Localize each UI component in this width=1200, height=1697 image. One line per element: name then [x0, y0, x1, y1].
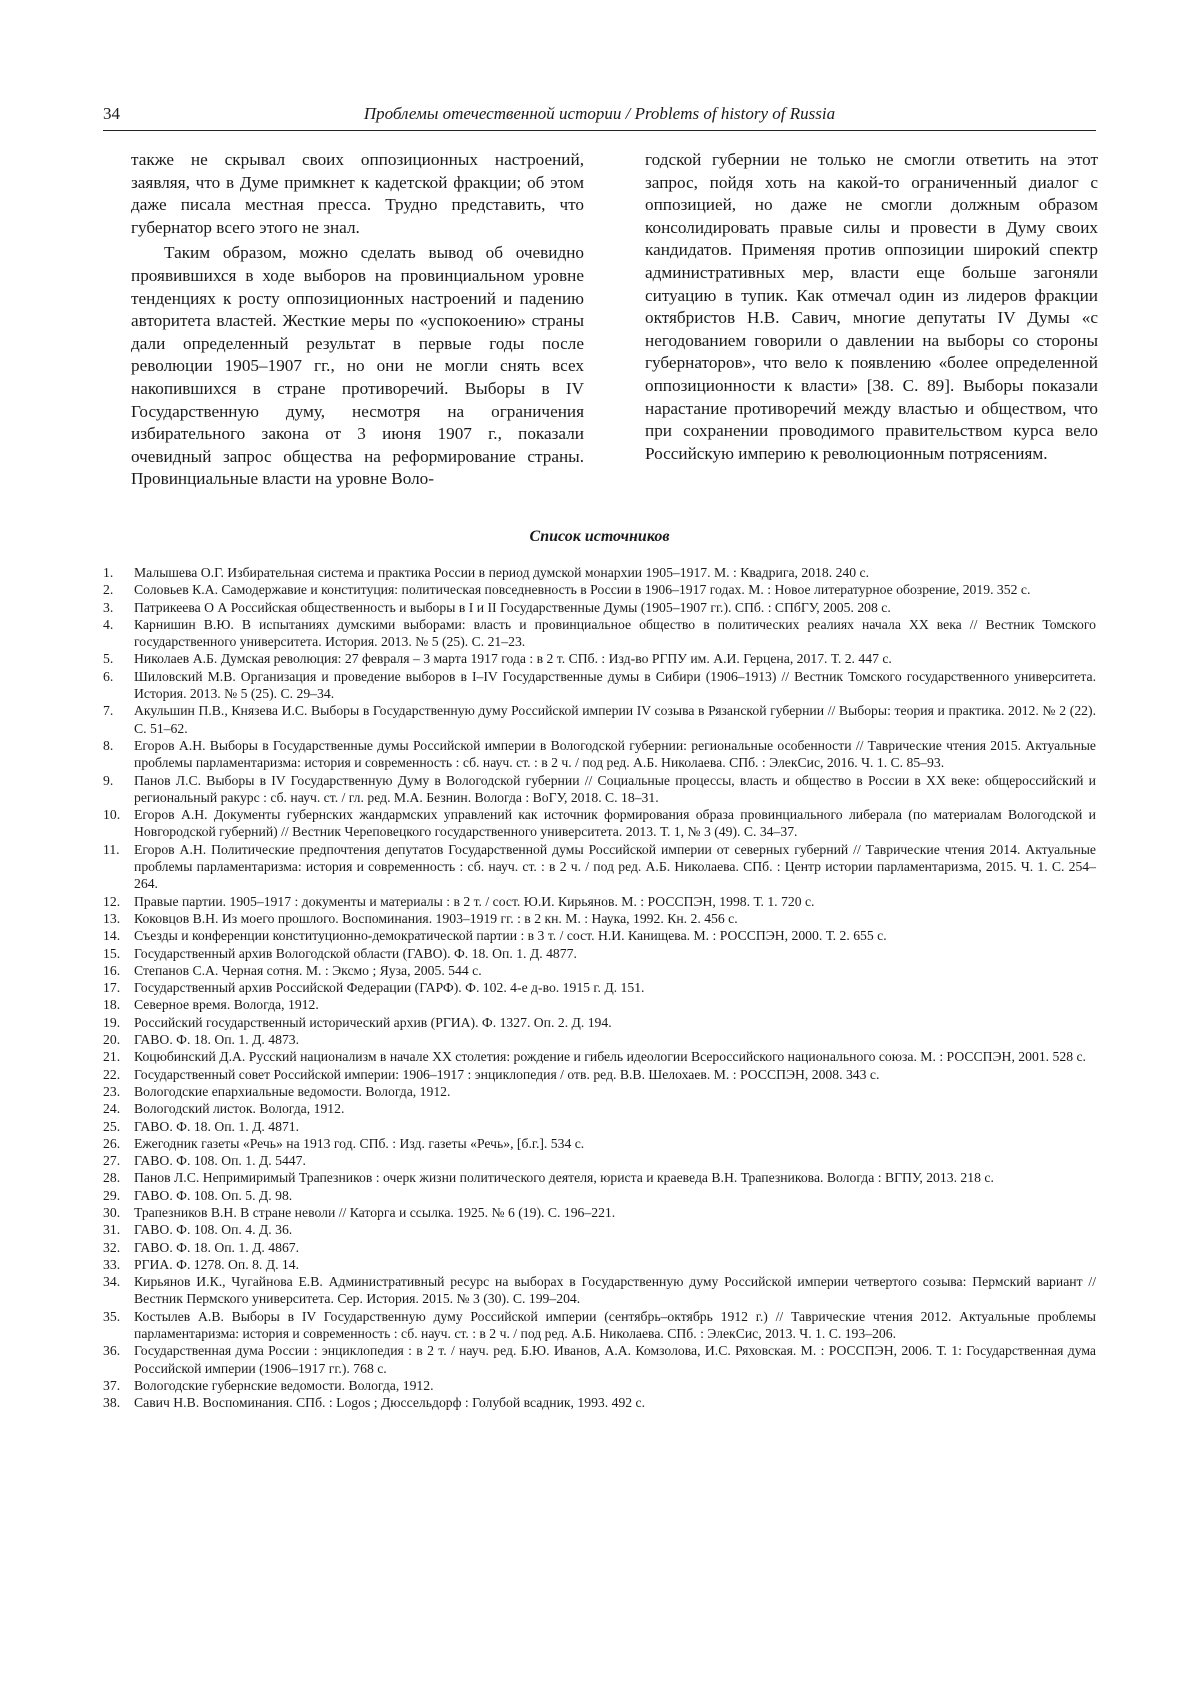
reference-number: 18.	[103, 997, 121, 1013]
reference-text: Савич Н.В. Воспоминания. СПб. : Logos ; Дюссельдорф : Голубой всадник, 1993. 492 с.	[134, 1395, 646, 1411]
reference-number: 21.	[103, 1049, 121, 1065]
reference-text: Степанов С.А. Черная сотня. М. : Эксмо ; Яуза, 2005. 544 с.	[134, 962, 482, 978]
reference-text: Вологодский листок. Вологда, 1912.	[134, 1101, 345, 1117]
reference-number: 31.	[103, 1222, 121, 1238]
reference-text: Российский государственный исторический архив (РГИА). Ф. 1327. Оп. 2. Д. 194.	[134, 1014, 612, 1030]
reference-number: 23.	[103, 1083, 121, 1099]
reference-text: Малышева О.Г. Избирательная система и практика России в период думской монархии 1905–1917. М. : Квадрига, 2018. 240 с.	[134, 565, 870, 580]
reference-text: Съезды и конференции конституционно-демократической партии : в 3 т. / сост. Н.И. Канищева. М. : РОССПЭН, 2000. Т. 2. 655 с.	[134, 928, 887, 944]
reference-text: Вологодские губернские ведомости. Вологда, 1912.	[134, 1377, 434, 1393]
reference-item	[103, 1256, 1096, 1273]
reference-text: Ежегодник газеты «Речь» на 1913 год. СПб. : Изд. газеты «Речь», [б.г.]. 534 с.	[134, 1135, 585, 1151]
reference-number: 6.	[103, 668, 114, 684]
reference-item	[103, 650, 1096, 667]
reference-number: 15.	[103, 945, 121, 961]
reference-text: Карнишин В.Ю. В испытаниях думскими выборами: власть и провинциальное общество в политических реалиях начала XX века // Вестник Томского государственного университета. История. 2013. № 5 (25). С. 21–23.	[134, 616, 1096, 650]
reference-text: Егоров А.Н. Документы губернских жандармских управлений как источник формирования образа провинциального либерала (по материалам Вологодской и Новгородской губерний) // Вестник Череповецкого государственного университета. 2013. Т. 1, № 3 (49). С. 34–37.	[134, 807, 1096, 840]
reference-item	[103, 962, 1096, 979]
reference-text: ГАВО. Ф. 108. Оп. 1. Д. 5447.	[134, 1153, 306, 1169]
reference-item	[103, 737, 1096, 772]
reference-text: Патрикеева О А Российская общественность и выборы в I и II Государственные Думы (1905–1907 гг.). СПб. : СПбГУ, 2005. 208 с.	[134, 599, 891, 615]
reference-text: Костылев А.В. Выборы в IV Государственную думу Российской империи (сентябрь–октябрь 1912 г.) // Таврические чтения 2012. Актуальные проблемы парламентаризма: история и современность : сб. науч. ст. : в 2 ч. / под ред. А.Б. Николаева. СПб. : ЭлекСис, 2013. Ч. 1. С. 193–206.	[134, 1308, 1096, 1342]
reference-text: Коковцов В.Н. Из моего прошлого. Воспоминания. 1903–1919 гг. : в 2 кн. М. : Наука, 1992. Кн. 2. 456 с.	[134, 910, 738, 926]
reference-number: 16.	[103, 962, 121, 978]
reference-number: 27.	[103, 1153, 121, 1169]
reference-text: Николаев А.Б. Думская революция: 27 февраля – 3 марта 1917 года : в 2 т. СПб. : Изд-во РГПУ им. А.И. Герцена, 2017. Т. 2. 447 с.	[134, 651, 892, 667]
reference-item	[103, 1239, 1096, 1256]
reference-item	[103, 1308, 1096, 1343]
reference-number: 7.	[103, 703, 114, 719]
reference-item	[103, 702, 1096, 737]
reference-item	[103, 945, 1096, 962]
journal-title: Проблемы отечественной истории / Problems of history of Russia	[363, 104, 836, 123]
reference-item	[103, 806, 1096, 841]
reference-number: 13.	[103, 910, 121, 926]
reference-item	[103, 1118, 1096, 1135]
reference-item	[103, 1187, 1096, 1204]
reference-item	[103, 581, 1096, 598]
reference-text: Вологодские епархиальные ведомости. Вологда, 1912.	[134, 1083, 451, 1099]
reference-item	[103, 841, 1096, 893]
reference-item	[103, 996, 1096, 1013]
page-number: 34	[103, 104, 120, 123]
reference-item	[103, 893, 1096, 910]
reference-item	[103, 1394, 1096, 1411]
reference-item	[103, 1342, 1096, 1377]
reference-text: Государственная дума России : энциклопедия : в 2 т. / науч. ред. Б.Ю. Иванов, А.А. Комзолова, И.С. Ряховская. М. : РОССПЭН, 2006. Т. 1: Государственная дума Российской империи (1906–1917 гг.). 768 с.	[134, 1343, 1096, 1376]
reference-number: 11.	[103, 841, 120, 857]
paragraph: также не скрывал своих оппозиционных настроений, заявляя, что в Думе примкнет к кадетской фракции; об этом даже писала местная пресса. Трудно представить, что губернатор всего этого не знал.	[131, 150, 584, 237]
reference-item	[103, 1152, 1096, 1169]
reference-text: Северное время. Вологда, 1912.	[134, 997, 319, 1013]
reference-number: 38.	[103, 1395, 121, 1411]
reference-text: Коцюбинский Д.А. Русский национализм в начале XX столетия: рождение и гибель идеологии Всероссийского национального союза. М. : РОССПЭН, 2001. 528 с.	[134, 1049, 1086, 1065]
reference-item	[103, 927, 1096, 944]
reference-text: Государственный архив Вологодской области (ГАВО). Ф. 18. Оп. 1. Д. 4877.	[134, 945, 577, 961]
reference-item	[103, 1066, 1096, 1083]
reference-number: 1.	[103, 565, 114, 580]
reference-number: 17.	[103, 980, 121, 996]
left-column	[131, 149, 584, 491]
reference-item	[103, 1204, 1096, 1221]
reference-text: Трапезников В.Н. В стране неволи // Каторга и ссылка. 1925. № 6 (19). С. 196–221.	[134, 1204, 616, 1220]
reference-text: Шиловский М.В. Организация и проведение выборов в I–IV Государственные думы в Сибири (1906–1913) // Вестник Томского государственного университета. История. 2013. № 5 (25). С. 29–34.	[134, 668, 1096, 702]
reference-number: 9.	[103, 772, 114, 788]
reference-text: ГАВО. Ф. 18. Оп. 1. Д. 4873.	[134, 1032, 300, 1048]
reference-number: 2.	[103, 582, 114, 598]
reference-text: Государственный совет Российской империи: 1906–1917 : энциклопедия / отв. ред. В.В. Шелохаев. М. : РОССПЭН, 2008. 343 с.	[134, 1066, 880, 1082]
reference-number: 25.	[103, 1118, 121, 1134]
reference-text: Соловьев К.А. Самодержавие и конституция: политическая повседневность в России в 1906–1917 годах. М. : Новое литературное обозрение, 2019. 352 с.	[134, 582, 1031, 598]
reference-item	[103, 1169, 1096, 1186]
reference-item	[103, 599, 1096, 616]
reference-number: 37.	[103, 1377, 121, 1393]
reference-item	[103, 564, 1096, 581]
reference-text: ГАВО. Ф. 108. Оп. 4. Д. 36.	[134, 1222, 293, 1238]
reference-number: 8.	[103, 737, 114, 753]
reference-text: ГАВО. Ф. 18. Оп. 1. Д. 4871.	[134, 1118, 300, 1134]
reference-number: 12.	[103, 893, 121, 909]
reference-number: 5.	[103, 651, 114, 667]
reference-number: 20.	[103, 1032, 121, 1048]
paragraph: годской губернии не только не смогли ответить на этот запрос, пойдя хоть на какой-то ограниченный диалог с оппозицией, но даже не смогли должным образом консолидировать правые силы и провести в Думу своих кандидатов. Применяя против оппозиции широкий спектр административных мер, власти еще больше загоняли ситуацию в тупик. Как отмечал один из лидеров фракции октябристов Н.В. Савич, многие депутаты IV Думы «с негодованием говорили о давлении на выборы со стороны губернаторов», что вело к появлению «более определенной оппозиционности к власти» [38. С. 89]. Выборы показали нарастание противоречий между властью и обществом, что при сохранении проводимого правительством курса вело Российскую империю к революционным потрясениям.	[645, 150, 1098, 463]
reference-number: 33.	[103, 1256, 121, 1272]
reference-text: Государственный архив Российской Федерации (ГАРФ). Ф. 102. 4-е д-во. 1915 г. Д. 151.	[134, 980, 645, 996]
reference-text: Кирьянов И.К., Чугайнова Е.В. Административный ресурс на выборах в Государственную думу Российской империи четвертого созыва: Пермский вариант // Вестник Пермского университета. Сер. История. 2015. № 3 (30). С. 199–204.	[134, 1274, 1096, 1307]
reference-number: 32.	[103, 1239, 121, 1255]
right-column	[645, 149, 1098, 465]
reference-item	[103, 979, 1096, 996]
reference-text: Акульшин П.В., Князева И.С. Выборы в Государственную думу Российской империи IV созыва в Рязанской губернии // Выборы: теория и практика. 2012. № 2 (22). С. 51–62.	[134, 703, 1096, 736]
reference-number: 22.	[103, 1066, 121, 1082]
reference-number: 19.	[103, 1014, 121, 1030]
reference-text: Егоров А.Н. Выборы в Государственные думы Российской империи в Вологодской губернии: региональные особенности // Таврические чтения 2015. Актуальные проблемы парламентаризма: история и современность : сб. науч. ст. : в 2 ч. / под ред. А.Б. Николаева. СПб. : ЭлекСис, 2016. Ч. 1. С. 85–93.	[134, 737, 1096, 771]
reference-item	[103, 616, 1096, 651]
reference-number: 34.	[103, 1274, 121, 1290]
reference-number: 28.	[103, 1170, 121, 1186]
running-header	[103, 104, 1096, 131]
reference-number: 36.	[103, 1343, 121, 1359]
reference-number: 30.	[103, 1204, 121, 1220]
reference-text: РГИА. Ф. 1278. Оп. 8. Д. 14.	[134, 1256, 300, 1272]
reference-item	[103, 772, 1096, 807]
reference-number: 14.	[103, 928, 121, 944]
reference-text: ГАВО. Ф. 108. Оп. 5. Д. 98.	[134, 1187, 293, 1203]
reference-item	[103, 1014, 1096, 1031]
reference-number: 29.	[103, 1187, 121, 1203]
reference-item	[103, 1273, 1096, 1308]
reference-text: Панов Л.С. Выборы в IV Государственную Думу в Вологодской губернии // Социальные процессы, власть и общество в России в XX веке: общероссийский и региональный ракурс : сб. науч. ст. / гл. ред. М.А. Безнин. Вологда : ВоГУ, 2018. С. 18–31.	[134, 772, 1096, 805]
reference-number: 10.	[103, 807, 121, 823]
reference-number: 24.	[103, 1101, 121, 1117]
reference-item	[103, 1031, 1096, 1048]
reference-text: Панов Л.С. Непримиримый Трапезников : очерк жизни политического деятеля, юриста и краеведа В.Н. Трапезникова. Вологда : ВГПУ, 2013. 218 с.	[134, 1170, 994, 1186]
paragraph: Таким образом, можно сделать вывод об очевидно проявившихся в ходе выборов на провинциальном уровне тенденциях к росту оппозиционных настроений и падению авторитета властей. Жесткие меры по «успокоению» страны дали определенный результат в первые годы после революции 1905–1907 гг., но они не могли снять всех накопившихся в стране противоречий. Выборы в IV Государственную думу, несмотря на ограничения избирательного закона от 3 июня 1907 г., показали очевидный запрос общества на реформирование страны. Провинциальные власти на уровне Воло-	[131, 243, 584, 489]
reference-number: 4.	[103, 616, 114, 632]
reference-item	[103, 1083, 1096, 1100]
reference-number: 35.	[103, 1308, 121, 1324]
reference-item	[103, 1135, 1096, 1152]
reference-number: 3.	[103, 599, 114, 615]
reference-item	[103, 910, 1096, 927]
reference-number: 26.	[103, 1135, 121, 1151]
reference-item	[103, 1048, 1096, 1065]
sources-heading: Список источников	[529, 528, 670, 545]
reference-item	[103, 668, 1096, 703]
reference-text: Егоров А.Н. Политические предпочтения депутатов Государственной думы Российской империи от северных губерний // Таврические чтения 2014. Актуальные проблемы парламентаризма: история и современность : сб. науч. ст. : в 2 ч. / под ред. А.Б. Николаева. СПб. : Центр истории парламентаризма, 2015. Ч. 1. С. 254–264.	[134, 841, 1096, 892]
reference-item	[103, 1377, 1096, 1394]
reference-list	[103, 564, 1096, 1412]
reference-item	[103, 1221, 1096, 1238]
reference-text: ГАВО. Ф. 18. Оп. 1. Д. 4867.	[134, 1239, 300, 1255]
reference-item	[103, 1100, 1096, 1117]
reference-text: Правые партии. 1905–1917 : документы и материалы : в 2 т. / сост. Ю.И. Кирьянов. М. : РОССПЭН, 1998. Т. 1. 720 с.	[134, 893, 815, 909]
